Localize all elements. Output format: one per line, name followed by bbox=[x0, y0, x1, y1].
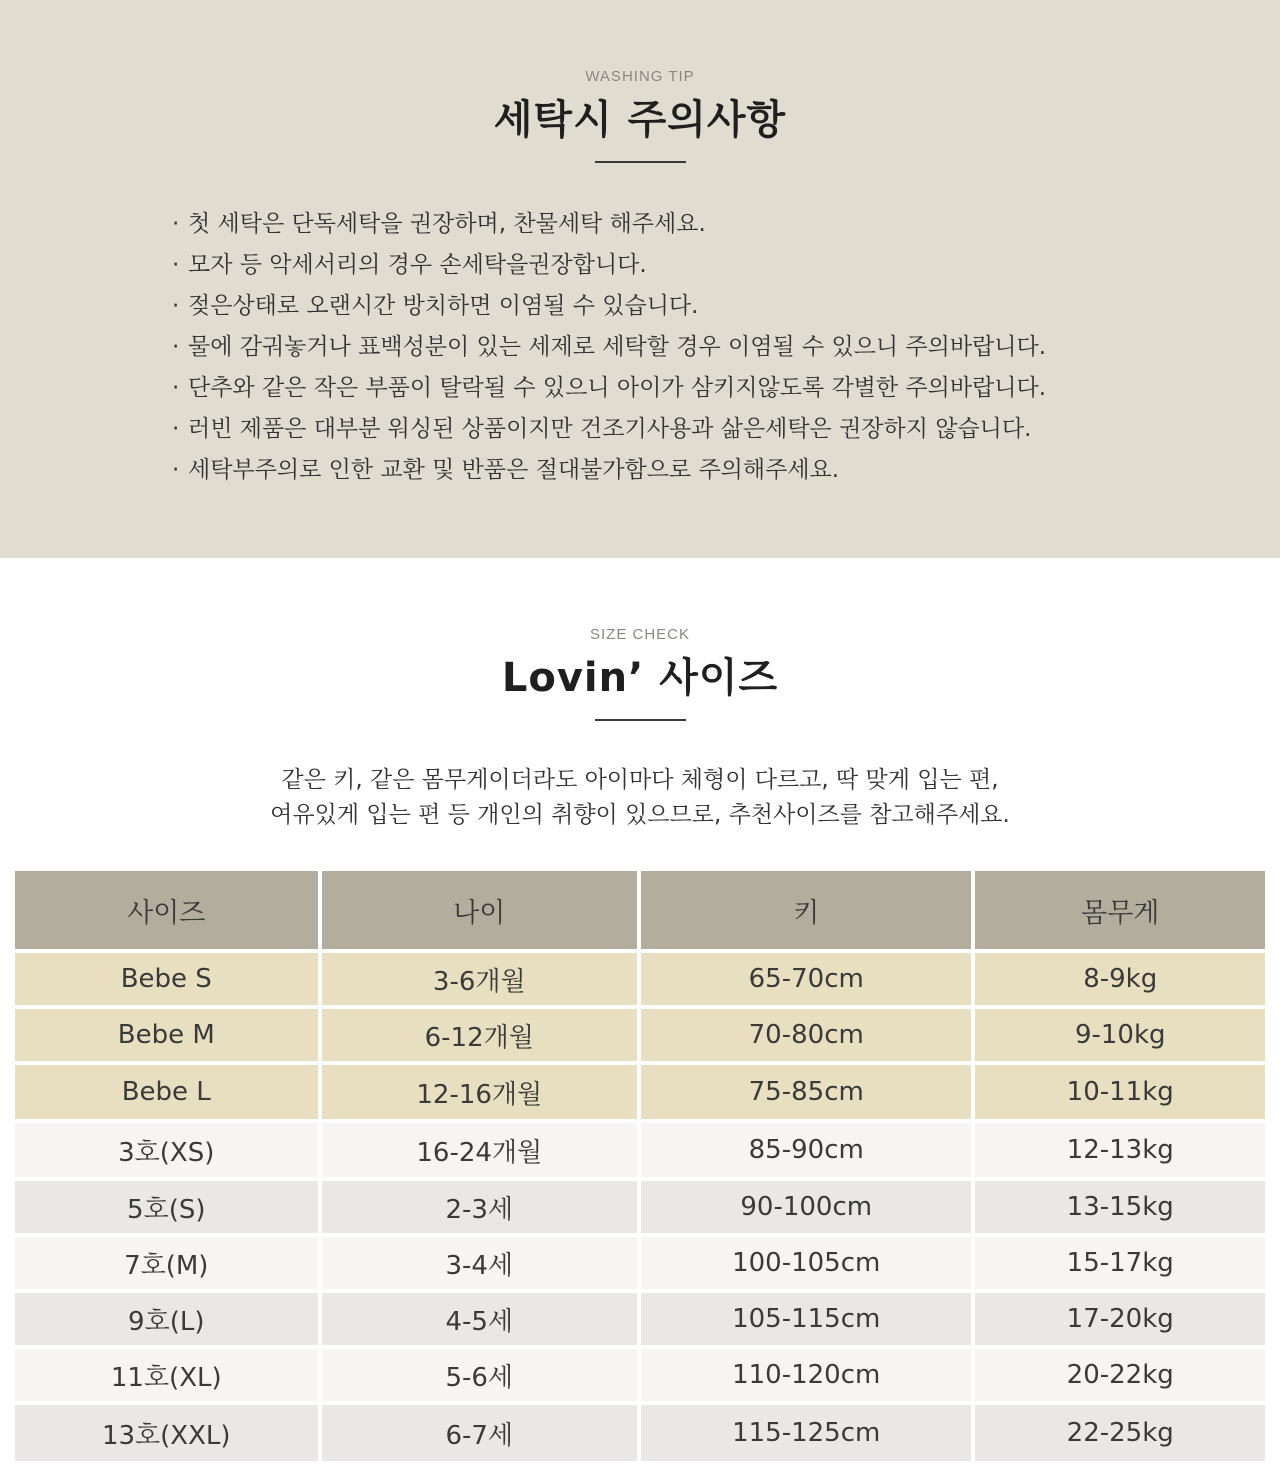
washing-tip bbox=[172, 368, 1046, 409]
bullet-icon: · bbox=[172, 457, 180, 483]
washing-tip-text: 세탁부주의로 인한 교환 및 반품은 절대불가함으로 주의해주세요. bbox=[188, 457, 840, 483]
table-cell: 6-12개월 bbox=[322, 1009, 637, 1061]
table-cell: 7호(M) bbox=[15, 1237, 318, 1289]
washing-tip bbox=[172, 450, 1046, 491]
washing-tip-text: 첫 세탁은 단독세탁을 권장하며, 찬물세탁 해주세요. bbox=[188, 211, 706, 237]
bullet-icon: · bbox=[172, 416, 180, 442]
table-cell: 12-16개월 bbox=[322, 1065, 637, 1119]
table-cell: 20-22kg bbox=[975, 1349, 1265, 1401]
table-cell: 15-17kg bbox=[975, 1237, 1265, 1289]
table-cell: 8-9kg bbox=[975, 953, 1265, 1005]
table-row bbox=[15, 1349, 1265, 1401]
bullet-icon: · bbox=[172, 375, 180, 401]
washing-tip-text: 단추와 같은 작은 부품이 탈락될 수 있으니 아이가 삼키지않도록 각별한 주의바랍니다. bbox=[188, 375, 1047, 401]
table-header-cell: 키 bbox=[641, 871, 971, 949]
washing-tip-text: 모자 등 악세서리의 경우 손세탁을권장합니다. bbox=[188, 252, 647, 278]
table-row bbox=[15, 1405, 1265, 1461]
table-cell: Bebe S bbox=[15, 953, 318, 1005]
washing-eyebrow: WASHING TIP bbox=[585, 68, 695, 85]
table-cell: 13-15kg bbox=[975, 1181, 1265, 1233]
table-cell: 90-100cm bbox=[641, 1181, 971, 1233]
table-cell: Bebe L bbox=[15, 1065, 318, 1119]
table-cell: Bebe M bbox=[15, 1009, 318, 1061]
table-cell: 3호(XS) bbox=[15, 1123, 318, 1177]
table-row bbox=[15, 1123, 1265, 1177]
table-cell: 11호(XL) bbox=[15, 1349, 318, 1401]
table-row bbox=[15, 1293, 1265, 1345]
table-cell: 3-6개월 bbox=[322, 953, 637, 1005]
washing-tip bbox=[172, 245, 1046, 286]
table-cell: 10-11kg bbox=[975, 1065, 1265, 1119]
table-cell: 3-4세 bbox=[322, 1237, 637, 1289]
table-row bbox=[15, 1009, 1265, 1061]
washing-title: 세탁시 주의사항 bbox=[493, 97, 787, 143]
table-header-cell: 사이즈 bbox=[15, 871, 318, 949]
table-cell: 9-10kg bbox=[975, 1009, 1265, 1061]
washing-tip bbox=[172, 204, 1046, 245]
size-check-section bbox=[0, 558, 1280, 1482]
table-cell: 13호(XXL) bbox=[15, 1405, 318, 1461]
washing-title-divider bbox=[595, 161, 686, 163]
table-cell: 12-13kg bbox=[975, 1123, 1265, 1177]
bullet-icon: · bbox=[172, 334, 180, 360]
table-cell: 6-7세 bbox=[322, 1405, 637, 1461]
table-cell: 2-3세 bbox=[322, 1181, 637, 1233]
table-cell: 85-90cm bbox=[641, 1123, 971, 1177]
washing-tip bbox=[172, 286, 1046, 327]
table-cell: 22-25kg bbox=[975, 1405, 1265, 1461]
table-cell: 65-70cm bbox=[641, 953, 971, 1005]
washing-tip-text: 러빈 제품은 대부분 워싱된 상품이지만 건조기사용과 삶은세탁은 권장하지 않습니다. bbox=[188, 416, 1032, 442]
table-cell: 110-120cm bbox=[641, 1349, 971, 1401]
table-header-cell: 몸무게 bbox=[975, 871, 1265, 949]
size-title-divider bbox=[595, 719, 686, 721]
table-cell: 75-85cm bbox=[641, 1065, 971, 1119]
bullet-icon: · bbox=[172, 293, 180, 319]
washing-tip-text: 젖은상태로 오랜시간 방치하면 이염될 수 있습니다. bbox=[188, 293, 699, 319]
table-cell: 4-5세 bbox=[322, 1293, 637, 1345]
table-cell: 5-6세 bbox=[322, 1349, 637, 1401]
table-cell: 115-125cm bbox=[641, 1405, 971, 1461]
table-cell: 16-24개월 bbox=[322, 1123, 637, 1177]
size-eyebrow: SIZE CHECK bbox=[589, 626, 690, 643]
washing-tips-list bbox=[172, 204, 1046, 491]
table-header-row bbox=[15, 871, 1265, 949]
washing-tip-section bbox=[0, 0, 1280, 558]
washing-tip bbox=[172, 409, 1046, 450]
table-cell: 5호(S) bbox=[15, 1181, 318, 1233]
table-cell: 70-80cm bbox=[641, 1009, 971, 1061]
bullet-icon: · bbox=[172, 252, 180, 278]
table-row bbox=[15, 1181, 1265, 1233]
table-cell: 100-105cm bbox=[641, 1237, 971, 1289]
table-row bbox=[15, 1065, 1265, 1119]
washing-tip-text: 물에 감궈놓거나 표백성분이 있는 세제로 세탁할 경우 이염될 수 있으니 주의바랍니다. bbox=[188, 334, 1047, 360]
size-title: Lovin’ 사이즈 bbox=[501, 655, 779, 701]
bullet-icon: · bbox=[172, 211, 180, 237]
table-row bbox=[15, 953, 1265, 1005]
size-intro-line: 여유있게 입는 편 등 개인의 취향이 있으므로, 추천사이즈를 참고해주세요. bbox=[270, 802, 1010, 828]
table-header-cell: 나이 bbox=[322, 871, 637, 949]
size-intro-line: 같은 키, 같은 몸무게이더라도 아이마다 체형이 다르고, 딱 맞게 입는 편, bbox=[281, 767, 999, 793]
table-row bbox=[15, 1237, 1265, 1289]
table-cell: 17-20kg bbox=[975, 1293, 1265, 1345]
washing-tip bbox=[172, 327, 1046, 368]
table-cell: 9호(L) bbox=[15, 1293, 318, 1345]
table-cell: 105-115cm bbox=[641, 1293, 971, 1345]
